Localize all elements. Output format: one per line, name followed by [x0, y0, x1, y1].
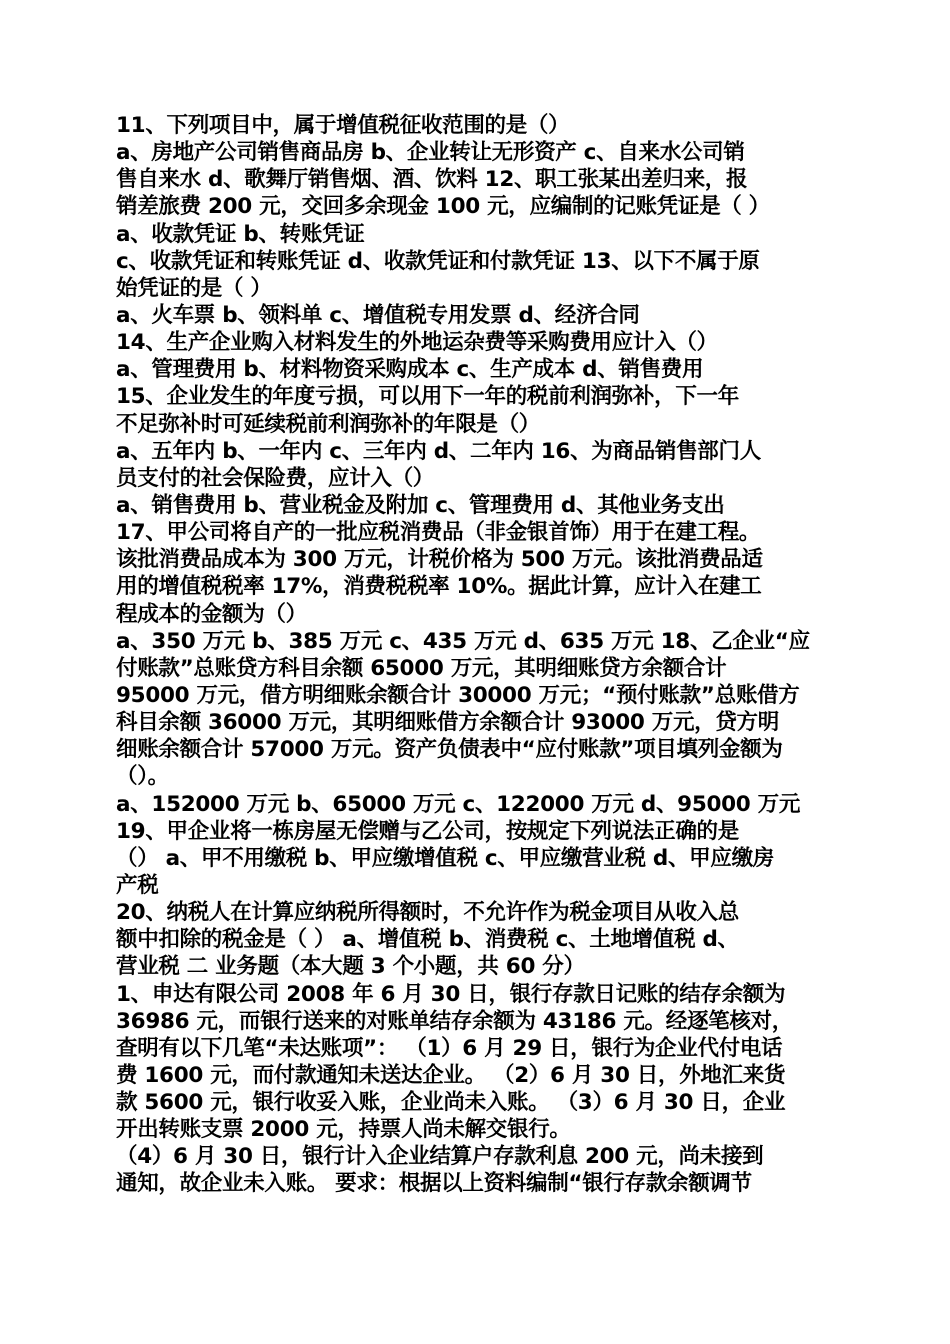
- text-line: 1、申达有限公司 2008 年 6 月 30 日，银行存款日记账的结存余额为: [116, 981, 786, 1007]
- text-line: a、152000 万元 b、65000 万元 c、122000 万元 d、95000 万元: [116, 791, 801, 817]
- text-line: a、管理费用 b、材料物资采购成本 c、生产成本 d、销售费用: [116, 357, 704, 383]
- text-line: 额中扣除的税金是（ ） a、增值税 b、消费税 c、土地增值税 d、: [116, 927, 739, 953]
- text-line: a、350 万元 b、385 万元 c、435 万元 d、635 万元 18、乙企业“应: [116, 628, 810, 654]
- text-line: a、五年内 b、一年内 c、三年内 d、二年内 16、为商品销售部门人: [116, 438, 761, 464]
- text-line: 不足弥补时可延续税前利润弥补的年限是（）: [116, 411, 541, 437]
- text-line: 19、甲企业将一栋房屋无偿赠与乙公司，按规定下列说法正确的是: [116, 818, 739, 844]
- text-line: 通知，故企业未入账。 要求：根据以上资料编制“银行存款余额调节: [116, 1171, 752, 1197]
- text-line: a、房地产公司销售商品房 b、企业转让无形资产 c、自来水公司销: [116, 140, 745, 166]
- text-line: 营业税 二 业务题（本大题 3 个小题，共 60 分）: [116, 954, 585, 980]
- text-line: 20、纳税人在计算应纳税所得额时，不允许作为税金项目从收入总: [116, 900, 739, 926]
- text-line: 付账款”总账贷方科目余额 65000 万元，其明细账贷方余额合计: [116, 655, 727, 681]
- text-line: 17、甲公司将自产的一批应税消费品（非金银首饰）用于在建工程。: [116, 520, 761, 546]
- text-line: 销差旅费 200 元，交回多余现金 100 元，应编制的记账凭证是（ ）: [116, 194, 770, 220]
- text-line: 产税: [116, 872, 159, 898]
- text-line: a、收款凭证 b、转账凭证: [116, 221, 365, 247]
- text-line: 95000 万元，借方明细账余额合计 30000 万元；“预付账款”总账借方: [116, 682, 800, 708]
- text-line: c、收款凭证和转账凭证 d、收款凭证和付款凭证 13、以下不属于原: [116, 248, 760, 274]
- text-line: 程成本的金额为（）: [116, 601, 307, 627]
- text-line: 款 5600 元，银行收妥入账，企业尚未入账。 （3）6 月 30 日，企业: [116, 1090, 786, 1116]
- text-line: （）。: [116, 764, 169, 790]
- text-line: 细账余额合计 57000 万元。资产负债表中“应付账款”项目填列金额为: [116, 737, 783, 763]
- text-line: 费 1600 元，而付款通知未送达企业。 （2）6 月 30 日，外地汇来货: [116, 1062, 786, 1088]
- text-line: 36986 元，而银行送来的对账单结存余额为 43186 元。经逐笔核对，: [116, 1008, 793, 1034]
- text-line: 员支付的社会保险费，应计入（）: [116, 465, 435, 491]
- text-line: 15、企业发生的年度亏损，可以用下一年的税前利润弥补，下一年: [116, 384, 739, 410]
- text-line: 11、下列项目中，属于增值税征收范围的是（）: [116, 113, 570, 138]
- text-line: 售自来水 d、歌舞厅销售烟、酒、饮料 12、职工张某出差归来，报: [116, 167, 748, 193]
- text-line: 始凭证的是（ ）: [116, 275, 272, 301]
- text-line: （4）6 月 30 日，银行计入企业结算户存款利息 200 元，尚未接到: [116, 1144, 764, 1170]
- text-line: 14、生产企业购入材料发生的外地运杂费等采购费用应计入（）: [116, 330, 718, 356]
- text-line: 开出转账支票 2000 元，持票人尚未解交银行。: [116, 1117, 571, 1143]
- text-line: a、火车票 b、领料单 c、增值税专用发票 d、经济合同: [116, 302, 640, 328]
- text-line: a、销售费用 b、营业税金及附加 c、管理费用 d、其他业务支出: [116, 492, 725, 518]
- document-body: [116, 112, 836, 1198]
- text-line: 该批消费品成本为 300 万元，计税价格为 500 万元。该批消费品适: [116, 547, 763, 573]
- text-line: 查明有以下几笔“未达账项”： （1）6 月 29 日，银行为企业代付电话: [116, 1035, 783, 1061]
- text-line: 用的增值税税率 17%，消费税税率 10%。据此计算，应计入在建工: [116, 574, 762, 600]
- text-line: （） a、甲不用缴税 b、甲应缴增值税 c、甲应缴营业税 d、甲应缴房: [116, 845, 774, 871]
- text-line: 科目余额 36000 万元，其明细账借方余额合计 93000 万元，贷方明: [116, 710, 779, 736]
